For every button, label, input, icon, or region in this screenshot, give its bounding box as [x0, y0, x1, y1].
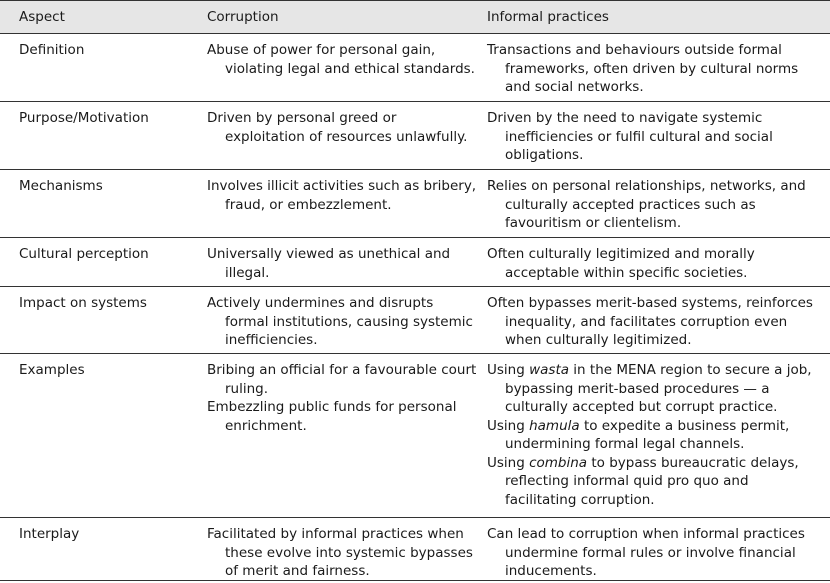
table-header [0, 0, 830, 34]
aspect-cell: Impact on systems [19, 295, 147, 311]
text-pre: Using [487, 362, 530, 378]
informal-cell [487, 361, 822, 509]
text-pre: Using [487, 417, 530, 434]
informal-cell [487, 177, 822, 233]
cell-text: Involves illicit activities such as bribery, fraud, or embezzlement. [207, 178, 477, 213]
aspect-cell: Definition [19, 42, 85, 58]
cell-text: Can lead to corruption when informal practices undermine formal rules or involve financial inducements. [487, 526, 805, 579]
corruption-cell [207, 525, 479, 581]
aspect-cell: Examples [19, 362, 85, 378]
table-row [0, 354, 830, 518]
table-row [0, 287, 830, 354]
corruption-cell [207, 41, 479, 78]
corruption-cell [207, 361, 479, 435]
table-row [0, 518, 830, 581]
term-combina: combina [529, 454, 588, 471]
header-informal-practices: Informal practices [487, 9, 609, 25]
aspect-cell: Mechanisms [19, 178, 103, 194]
corruption-cell [207, 294, 479, 350]
term-hamula: hamula [529, 417, 580, 434]
term-wasta: wasta [529, 362, 570, 378]
aspect-cell: Purpose/Motivation [19, 110, 149, 126]
text-post: in the MENA region to secure a job, bypassing merit-based procedures — a culturally accepted but corrupt practice. [505, 362, 812, 415]
informal-cell [487, 245, 822, 282]
header-corruption: Corruption [207, 9, 279, 25]
cell-text: Embezzling public funds for personal enrichment. [207, 399, 457, 434]
informal-cell [487, 41, 822, 97]
cell-text: Driven by personal greed or exploitation of resources unlawfully. [207, 110, 468, 145]
text-pre: Using [487, 454, 530, 471]
cell-text: Actively undermines and disrupts formal institutions, causing systemic inefficiencies. [207, 295, 473, 348]
corruption-cell [207, 245, 479, 282]
example-wasta [487, 361, 822, 417]
example-hamula [487, 417, 822, 454]
informal-cell [487, 525, 822, 581]
text-post: to expedite a business permit, undermining formal legal channels. [505, 417, 790, 452]
cell-text: Driven by the need to navigate systemic inefficiencies or fulfil cultural and social obligations. [487, 110, 773, 163]
cell-text: Transactions and behaviours outside formal frameworks, often driven by cultural norms and social networks. [487, 42, 799, 95]
cell-text: Often bypasses merit-based systems, reinforces inequality, and facilitates corruption even when culturally legitimized. [487, 295, 813, 348]
header-aspect: Aspect [19, 9, 65, 25]
table-row [0, 170, 830, 238]
aspect-cell: Cultural perception [19, 246, 149, 262]
corruption-cell [207, 177, 479, 214]
cell-text: Facilitated by informal practices when these evolve into systemic bypasses of merit and fairness. [207, 526, 473, 579]
cell-text: Abuse of power for personal gain, violating legal and ethical standards. [207, 42, 475, 77]
cell-text: Universally viewed as unethical and illegal. [207, 246, 451, 281]
table-row [0, 238, 830, 287]
table-row [0, 102, 830, 170]
cell-text: Often culturally legitimized and morally acceptable within specific societies. [487, 246, 755, 281]
informal-cell [487, 109, 822, 165]
cell-text: Bribing an official for a favourable court ruling. [207, 362, 477, 397]
table-row [0, 34, 830, 102]
cell-text: Relies on personal relationships, networks, and culturally accepted practices such as favouritism or clientelism. [487, 178, 806, 231]
informal-cell [487, 294, 822, 350]
text-post: to bypass bureaucratic delays, reflecting informal quid pro quo and facilitating corruption. [505, 454, 799, 508]
corruption-cell [207, 109, 479, 146]
aspect-cell: Interplay [19, 526, 80, 542]
example-combina [487, 454, 822, 510]
